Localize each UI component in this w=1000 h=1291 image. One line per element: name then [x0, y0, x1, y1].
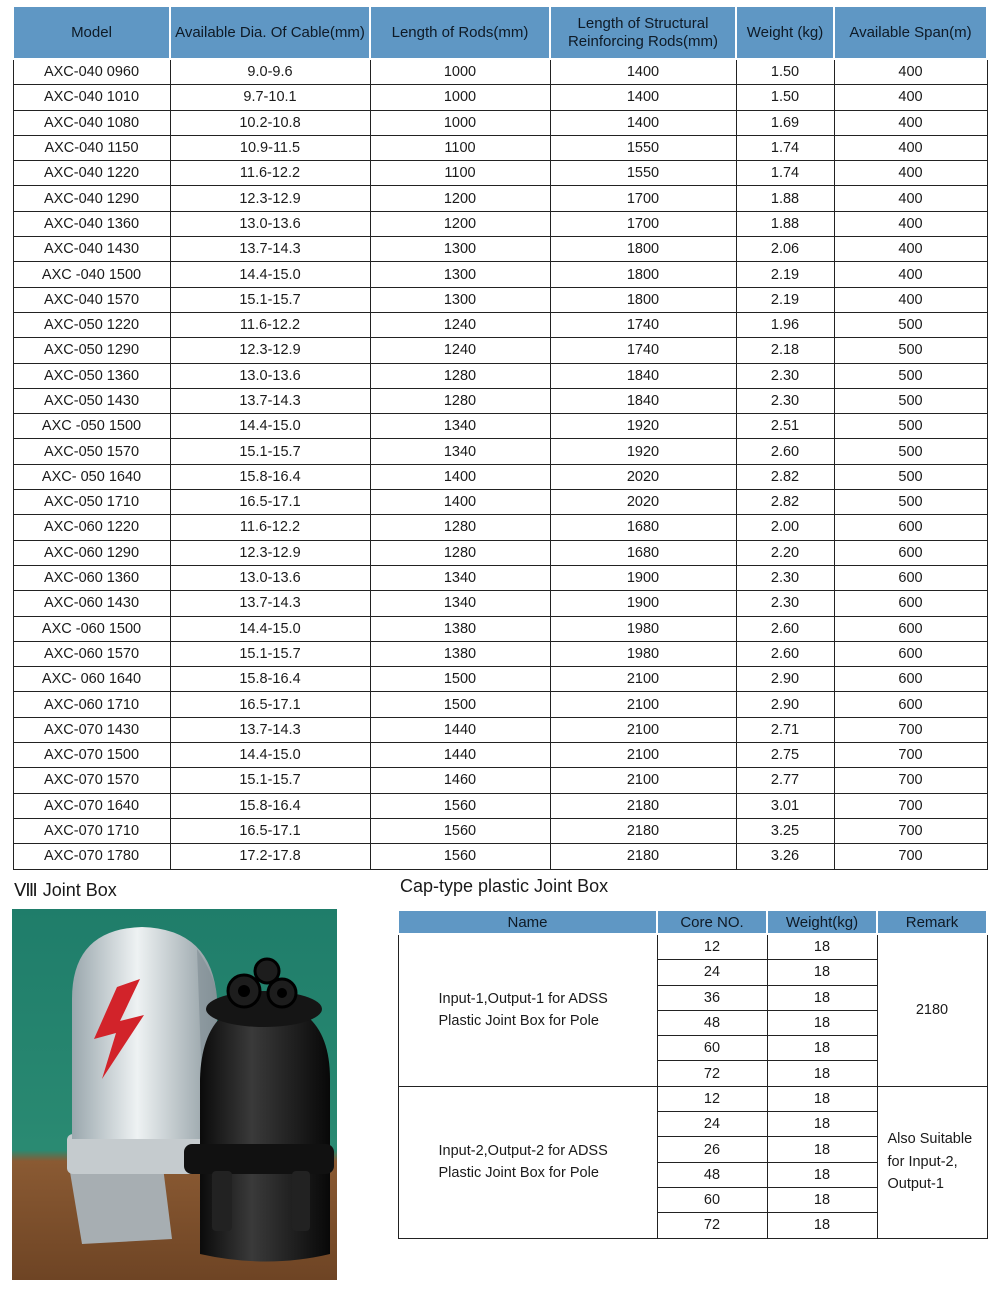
rod-length-cell: 1500: [370, 667, 550, 692]
joint-box-heading: Ⅷ Joint Box: [14, 880, 117, 900]
spec-row: [13, 692, 987, 717]
spec-row: [13, 186, 987, 211]
rod-length-cell: 1380: [370, 641, 550, 666]
spec-row: [13, 464, 987, 489]
weight-cell: 2.51: [736, 414, 834, 439]
spec-row: [13, 388, 987, 413]
weight-cell: 1.74: [736, 135, 834, 160]
diameter-cell: 13.0-13.6: [170, 363, 370, 388]
diameter-cell: 14.4-15.0: [170, 616, 370, 641]
header-span: Available Span(m): [834, 6, 987, 59]
weight-cell: 2.30: [736, 591, 834, 616]
weight-cell: 2.19: [736, 262, 834, 287]
joint-box-table: [397, 909, 988, 1239]
rod-length-cell: 1300: [370, 287, 550, 312]
rod-length-cell: 1000: [370, 85, 550, 110]
structural-length-cell: 1900: [550, 565, 736, 590]
model-cell: AXC-070 1430: [13, 717, 170, 742]
model-cell: AXC-070 1710: [13, 818, 170, 843]
span-cell: 600: [834, 515, 987, 540]
remark-line: for Input-2,: [887, 1153, 958, 1170]
structural-length-cell: 1400: [550, 59, 736, 85]
core-no-cell: 24: [657, 960, 767, 985]
rod-length-cell: 1100: [370, 135, 550, 160]
span-cell: 700: [834, 768, 987, 793]
spec-header-row: [13, 6, 987, 59]
spec-table-body: [13, 59, 987, 869]
model-cell: AXC-040 1570: [13, 287, 170, 312]
weight-cell: 2.82: [736, 490, 834, 515]
header-core-no: Core NO.: [657, 910, 767, 934]
weight-cell: 2.30: [736, 363, 834, 388]
model-cell: AXC-060 1430: [13, 591, 170, 616]
rod-length-cell: 1280: [370, 363, 550, 388]
joint-header-row: [398, 910, 987, 934]
spec-row: [13, 363, 987, 388]
spec-row: [13, 211, 987, 236]
spec-row: [13, 717, 987, 742]
span-cell: 400: [834, 59, 987, 85]
weight-cell: 2.75: [736, 743, 834, 768]
weight-cell: 1.88: [736, 186, 834, 211]
rod-length-cell: 1280: [370, 540, 550, 565]
joint-box-photo: [12, 909, 337, 1280]
remark-line: Output-1: [887, 1176, 944, 1193]
core-no-cell: 36: [657, 985, 767, 1010]
diameter-cell: 14.4-15.0: [170, 743, 370, 768]
rod-length-cell: 1240: [370, 312, 550, 337]
span-cell: 400: [834, 110, 987, 135]
structural-length-cell: 2180: [550, 844, 736, 869]
diameter-cell: 13.7-14.3: [170, 388, 370, 413]
span-cell: 600: [834, 591, 987, 616]
cap-type-heading: Cap-type plastic Joint Box: [400, 876, 609, 896]
structural-length-cell: 1920: [550, 439, 736, 464]
span-cell: 600: [834, 667, 987, 692]
span-cell: 600: [834, 565, 987, 590]
model-cell: AXC-040 1290: [13, 186, 170, 211]
header-model: Model: [13, 6, 170, 59]
span-cell: 400: [834, 85, 987, 110]
structural-length-cell: 1980: [550, 641, 736, 666]
weight-cell: 1.50: [736, 85, 834, 110]
rod-length-cell: 1340: [370, 591, 550, 616]
rod-length-cell: 1280: [370, 388, 550, 413]
weight-cell: 2.90: [736, 667, 834, 692]
model-cell: AXC -050 1500: [13, 414, 170, 439]
rod-length-cell: 1000: [370, 59, 550, 85]
weight-cell: 2.06: [736, 237, 834, 262]
span-cell: 500: [834, 312, 987, 337]
span-cell: 600: [834, 540, 987, 565]
model-cell: AXC-040 1360: [13, 211, 170, 236]
weight-kg-cell: 18: [767, 1162, 877, 1187]
product-name-line: Plastic Joint Box for Pole: [438, 1013, 599, 1030]
weight-cell: 2.82: [736, 464, 834, 489]
joint-row: [398, 1086, 987, 1111]
diameter-cell: 15.8-16.4: [170, 464, 370, 489]
weight-kg-cell: 18: [767, 1010, 877, 1035]
product-name-cell: [398, 1086, 657, 1238]
remark-line: Also Suitable: [887, 1131, 973, 1148]
structural-length-cell: 1800: [550, 262, 736, 287]
spec-row: [13, 743, 987, 768]
span-cell: 400: [834, 161, 987, 186]
rod-length-cell: 1560: [370, 818, 550, 843]
spec-row: [13, 237, 987, 262]
span-cell: 700: [834, 743, 987, 768]
diameter-cell: 15.1-15.7: [170, 287, 370, 312]
core-no-cell: 60: [657, 1036, 767, 1061]
model-cell: AXC-040 0960: [13, 59, 170, 85]
product-name-cell: [398, 934, 657, 1086]
model-cell: AXC-060 1360: [13, 565, 170, 590]
diameter-cell: 10.9-11.5: [170, 135, 370, 160]
span-cell: 500: [834, 439, 987, 464]
structural-length-cell: 2100: [550, 667, 736, 692]
header-weight-kg: Weight(kg): [767, 910, 877, 934]
structural-length-cell: 2020: [550, 490, 736, 515]
joint-row: [398, 934, 987, 960]
spec-row: [13, 818, 987, 843]
structural-length-cell: 1700: [550, 186, 736, 211]
spec-row: [13, 439, 987, 464]
spec-row: [13, 312, 987, 337]
weight-cell: 1.50: [736, 59, 834, 85]
header-remark: Remark: [877, 910, 987, 934]
weight-cell: 2.90: [736, 692, 834, 717]
header-cable-diameter: Available Dia. Of Cable(mm): [170, 6, 370, 59]
rod-length-cell: 1200: [370, 186, 550, 211]
weight-kg-cell: 18: [767, 960, 877, 985]
structural-length-cell: 1800: [550, 237, 736, 262]
structural-length-cell: 1740: [550, 338, 736, 363]
spec-row: [13, 515, 987, 540]
rod-length-cell: 1400: [370, 490, 550, 515]
model-cell: AXC-040 1150: [13, 135, 170, 160]
span-cell: 500: [834, 414, 987, 439]
span-cell: 400: [834, 211, 987, 236]
model-cell: AXC-040 1080: [13, 110, 170, 135]
spec-row: [13, 287, 987, 312]
diameter-cell: 15.1-15.7: [170, 641, 370, 666]
span-cell: 500: [834, 464, 987, 489]
model-cell: AXC-070 1570: [13, 768, 170, 793]
weight-cell: 1.69: [736, 110, 834, 135]
weight-cell: 2.00: [736, 515, 834, 540]
span-cell: 500: [834, 490, 987, 515]
span-cell: 700: [834, 717, 987, 742]
model-cell: AXC-050 1290: [13, 338, 170, 363]
diameter-cell: 17.2-17.8: [170, 844, 370, 869]
weight-cell: 2.30: [736, 565, 834, 590]
span-cell: 600: [834, 692, 987, 717]
span-cell: 400: [834, 287, 987, 312]
core-no-cell: 12: [657, 1086, 767, 1111]
joint-box-illustration: [12, 909, 337, 1280]
diameter-cell: 16.5-17.1: [170, 692, 370, 717]
spec-row: [13, 110, 987, 135]
spec-row: [13, 414, 987, 439]
diameter-cell: 13.0-13.6: [170, 565, 370, 590]
weight-cell: 2.19: [736, 287, 834, 312]
core-no-cell: 72: [657, 1061, 767, 1086]
rod-length-cell: 1340: [370, 414, 550, 439]
weight-kg-cell: 18: [767, 934, 877, 960]
weight-cell: 3.25: [736, 818, 834, 843]
weight-kg-cell: 18: [767, 1213, 877, 1238]
product-name-line: Plastic Joint Box for Pole: [438, 1165, 599, 1182]
spec-row: [13, 641, 987, 666]
diameter-cell: 15.1-15.7: [170, 439, 370, 464]
weight-cell: 2.71: [736, 717, 834, 742]
weight-cell: 3.01: [736, 793, 834, 818]
spec-row: [13, 161, 987, 186]
core-no-cell: 24: [657, 1112, 767, 1137]
structural-length-cell: 2100: [550, 692, 736, 717]
remark-cell: [877, 1086, 987, 1238]
diameter-cell: 13.0-13.6: [170, 211, 370, 236]
model-cell: AXC-040 1220: [13, 161, 170, 186]
core-no-cell: 60: [657, 1187, 767, 1212]
diameter-cell: 14.4-15.0: [170, 262, 370, 287]
header-rod-length: Length of Rods(mm): [370, 6, 550, 59]
diameter-cell: 11.6-12.2: [170, 161, 370, 186]
model-cell: AXC-050 1710: [13, 490, 170, 515]
diameter-cell: 12.3-12.9: [170, 186, 370, 211]
model-cell: AXC-070 1500: [13, 743, 170, 768]
diameter-cell: 11.6-12.2: [170, 312, 370, 337]
spec-row: [13, 591, 987, 616]
spec-row: [13, 565, 987, 590]
spec-row: [13, 338, 987, 363]
model-cell: AXC-070 1640: [13, 793, 170, 818]
diameter-cell: 15.8-16.4: [170, 793, 370, 818]
diameter-cell: 13.7-14.3: [170, 591, 370, 616]
spec-row: [13, 85, 987, 110]
span-cell: 500: [834, 388, 987, 413]
span-cell: 400: [834, 186, 987, 211]
weight-cell: 2.60: [736, 616, 834, 641]
weight-cell: 2.77: [736, 768, 834, 793]
structural-length-cell: 1680: [550, 540, 736, 565]
rod-length-cell: 1560: [370, 793, 550, 818]
weight-kg-cell: 18: [767, 1061, 877, 1086]
structural-length-cell: 2100: [550, 717, 736, 742]
span-cell: 700: [834, 844, 987, 869]
structural-length-cell: 1400: [550, 110, 736, 135]
model-cell: AXC-050 1220: [13, 312, 170, 337]
model-cell: AXC-060 1220: [13, 515, 170, 540]
rod-length-cell: 1440: [370, 717, 550, 742]
structural-length-cell: 1980: [550, 616, 736, 641]
model-cell: AXC-050 1360: [13, 363, 170, 388]
core-no-cell: 48: [657, 1162, 767, 1187]
span-cell: 500: [834, 338, 987, 363]
rod-length-cell: 1340: [370, 439, 550, 464]
weight-cell: 1.88: [736, 211, 834, 236]
weight-kg-cell: 18: [767, 1137, 877, 1162]
spec-table: [12, 5, 988, 870]
weight-kg-cell: 18: [767, 1112, 877, 1137]
core-no-cell: 12: [657, 934, 767, 960]
span-cell: 400: [834, 135, 987, 160]
structural-length-cell: 1920: [550, 414, 736, 439]
span-cell: 600: [834, 641, 987, 666]
product-name-line: Input-1,Output-1 for ADSS: [438, 991, 608, 1008]
weight-cell: 2.60: [736, 439, 834, 464]
span-cell: 600: [834, 616, 987, 641]
model-cell: AXC-060 1710: [13, 692, 170, 717]
header-structural-rod-length: Length of Structural Reinforcing Rods(mm): [550, 6, 736, 59]
weight-cell: 1.74: [736, 161, 834, 186]
diameter-cell: 16.5-17.1: [170, 818, 370, 843]
model-cell: AXC-060 1290: [13, 540, 170, 565]
structural-length-cell: 2100: [550, 743, 736, 768]
model-cell: AXC-070 1780: [13, 844, 170, 869]
weight-cell: 2.60: [736, 641, 834, 666]
structural-length-cell: 2100: [550, 768, 736, 793]
structural-length-cell: 2180: [550, 793, 736, 818]
core-no-cell: 48: [657, 1010, 767, 1035]
core-no-cell: 26: [657, 1137, 767, 1162]
spec-row: [13, 59, 987, 85]
rod-length-cell: 1200: [370, 211, 550, 236]
spec-row: [13, 768, 987, 793]
rod-length-cell: 1300: [370, 237, 550, 262]
structural-length-cell: 1700: [550, 211, 736, 236]
structural-length-cell: 1840: [550, 363, 736, 388]
joint-table-body: [398, 934, 987, 1238]
structural-length-cell: 1550: [550, 135, 736, 160]
weight-cell: 3.26: [736, 844, 834, 869]
diameter-cell: 11.6-12.2: [170, 515, 370, 540]
structural-length-cell: 1400: [550, 85, 736, 110]
remark-line: 2180: [915, 1002, 949, 1019]
structural-length-cell: 1800: [550, 287, 736, 312]
model-cell: AXC-060 1570: [13, 641, 170, 666]
structural-length-cell: 1740: [550, 312, 736, 337]
span-cell: 400: [834, 237, 987, 262]
model-cell: AXC -040 1500: [13, 262, 170, 287]
diameter-cell: 14.4-15.0: [170, 414, 370, 439]
model-cell: AXC-050 1430: [13, 388, 170, 413]
diameter-cell: 12.3-12.9: [170, 338, 370, 363]
diameter-cell: 12.3-12.9: [170, 540, 370, 565]
span-cell: 400: [834, 262, 987, 287]
product-name-line: Input-2,Output-2 for ADSS: [438, 1143, 608, 1160]
weight-kg-cell: 18: [767, 1086, 877, 1111]
structural-length-cell: 1680: [550, 515, 736, 540]
diameter-cell: 16.5-17.1: [170, 490, 370, 515]
weight-kg-cell: 18: [767, 1036, 877, 1061]
structural-length-cell: 2180: [550, 818, 736, 843]
model-cell: AXC- 050 1640: [13, 464, 170, 489]
diameter-cell: 9.7-10.1: [170, 85, 370, 110]
header-weight: Weight (kg): [736, 6, 834, 59]
spec-row: [13, 667, 987, 692]
weight-cell: 2.20: [736, 540, 834, 565]
diameter-cell: 9.0-9.6: [170, 59, 370, 85]
rod-length-cell: 1400: [370, 464, 550, 489]
diameter-cell: 13.7-14.3: [170, 237, 370, 262]
rod-length-cell: 1240: [370, 338, 550, 363]
spec-row: [13, 616, 987, 641]
core-no-cell: 72: [657, 1213, 767, 1238]
weight-cell: 2.30: [736, 388, 834, 413]
remark-cell: [877, 934, 987, 1086]
spec-row: [13, 262, 987, 287]
diameter-cell: 10.2-10.8: [170, 110, 370, 135]
spec-row: [13, 844, 987, 869]
rod-length-cell: 1500: [370, 692, 550, 717]
diameter-cell: 15.8-16.4: [170, 667, 370, 692]
structural-length-cell: 1900: [550, 591, 736, 616]
weight-cell: 2.18: [736, 338, 834, 363]
model-cell: AXC-050 1570: [13, 439, 170, 464]
structural-length-cell: 1840: [550, 388, 736, 413]
weight-kg-cell: 18: [767, 1187, 877, 1212]
header-name: Name: [398, 910, 657, 934]
structural-length-cell: 2020: [550, 464, 736, 489]
model-cell: AXC-040 1010: [13, 85, 170, 110]
spec-row: [13, 540, 987, 565]
span-cell: 700: [834, 818, 987, 843]
span-cell: 700: [834, 793, 987, 818]
rod-length-cell: 1300: [370, 262, 550, 287]
structural-length-cell: 1550: [550, 161, 736, 186]
rod-length-cell: 1560: [370, 844, 550, 869]
spec-row: [13, 135, 987, 160]
model-cell: AXC- 060 1640: [13, 667, 170, 692]
rod-length-cell: 1100: [370, 161, 550, 186]
rod-length-cell: 1460: [370, 768, 550, 793]
model-cell: AXC -060 1500: [13, 616, 170, 641]
spec-row: [13, 490, 987, 515]
rod-length-cell: 1380: [370, 616, 550, 641]
weight-kg-cell: 18: [767, 985, 877, 1010]
rod-length-cell: 1000: [370, 110, 550, 135]
rod-length-cell: 1340: [370, 565, 550, 590]
spec-row: [13, 793, 987, 818]
rod-length-cell: 1440: [370, 743, 550, 768]
diameter-cell: 15.1-15.7: [170, 768, 370, 793]
span-cell: 500: [834, 363, 987, 388]
weight-cell: 1.96: [736, 312, 834, 337]
rod-length-cell: 1280: [370, 515, 550, 540]
diameter-cell: 13.7-14.3: [170, 717, 370, 742]
model-cell: AXC-040 1430: [13, 237, 170, 262]
